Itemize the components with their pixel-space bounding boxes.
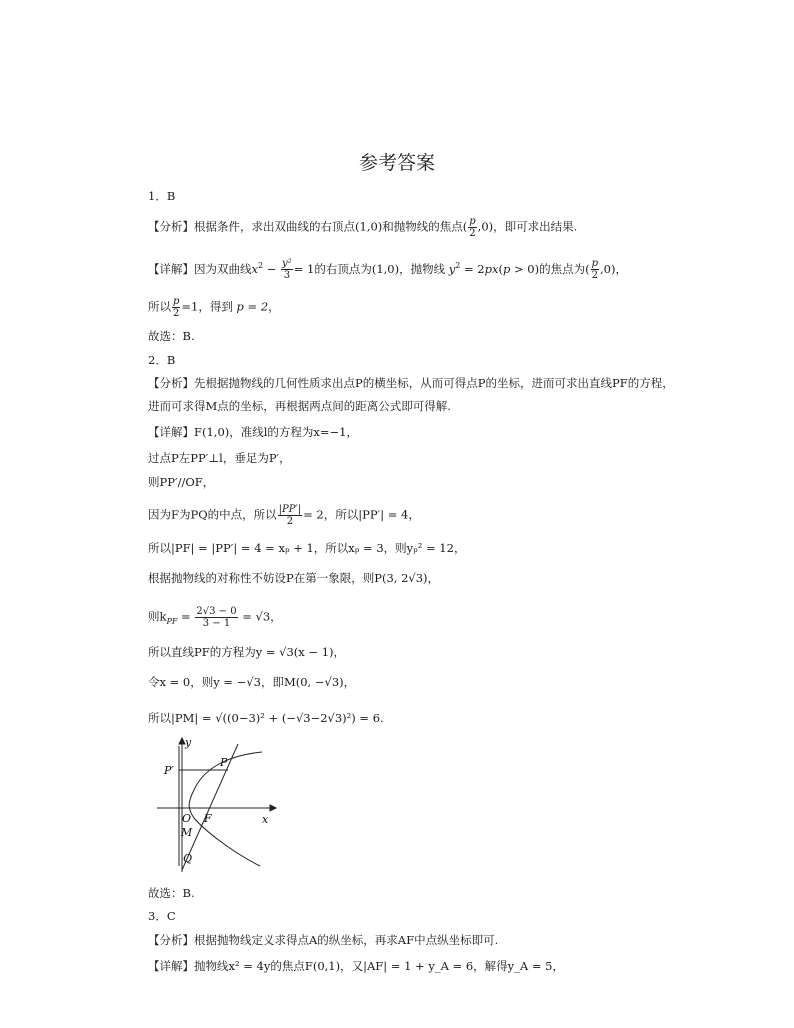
q3-analysis-text: 根据抛物线定义求得点A的纵坐标，再求AF中点纵坐标即可.: [194, 933, 499, 947]
q1-analysis: 【分析】根据条件，求出双曲线的右顶点(1,0)和抛物线的焦点( $\frac{p}{2}$ ,0)，即可求出结果.: [148, 216, 578, 239]
q2-slope-fraction: $\frac{2√3 - 0}{3 - 1}$: [196, 606, 237, 629]
q1-analysis-a: 根据条件，求出双曲线的右顶点: [194, 219, 355, 234]
q1-p-over-2: $\frac{p}{2}$: [173, 296, 180, 319]
q2-choice: 故选：B.: [148, 886, 195, 900]
q1-so-a: 所以: [148, 299, 171, 314]
q2-analysis-l1: 先根据抛物线的几何性质求出点P的横坐标，从而可得点P的坐标，进而可求出直线PF的方程，: [194, 376, 674, 390]
q1-detail-c: 的焦点为: [539, 261, 586, 276]
label-o: O: [182, 812, 192, 825]
q1-hyperbola-fraction: $\frac{\text{y²}}{3}$: [282, 258, 292, 282]
page-title: 参考答案: [358, 152, 435, 174]
x-axis-arrow: [270, 805, 276, 811]
q1-vertex: (1,0): [355, 219, 383, 234]
q1-so-b: =1，得到: [181, 299, 233, 314]
label-m: M: [181, 826, 193, 839]
q2-analysis: [148, 375, 674, 391]
q2-line-5: 所以|PF| = |PP′| = 4 = xₚ + 1，所以xₚ = 3，则yₚ² = 12，: [148, 541, 466, 555]
q2-analysis-l2: 进而可求得M点的坐标，再根据两点间的距离公式即可得解.: [148, 399, 451, 413]
q2-line-9: 令x = 0，则y = −√3，即M(0, −√3)，: [148, 675, 356, 689]
parabola-curve: [189, 752, 262, 866]
q2-l7sub: PF: [166, 616, 178, 626]
q2-l7eq: =: [177, 609, 195, 624]
label-q: Q: [183, 852, 193, 865]
label-pprime: P′: [164, 764, 174, 777]
q2-detail-tag: 【详解】: [148, 425, 194, 439]
q2-line-10: 所以|PM| = √((0−3)² + (−√3−2√3)²) = 6.: [148, 711, 384, 725]
q3-answer: 3．C: [148, 909, 176, 923]
label-x: x: [262, 813, 269, 826]
label-p: P: [220, 756, 228, 769]
q2-line-8: 所以直线PF的方程为y = √3(x − 1)，: [148, 645, 346, 659]
q1-p-value: p = 2: [236, 299, 269, 314]
q2-l4a: 因为F为PQ的中点，所以: [148, 507, 277, 522]
q2-line-6: 根据抛物线的对称性不妨设P在第一象限，则P(3, 2√3)，: [148, 571, 440, 585]
q1-detail-d: ,0)，: [600, 261, 627, 276]
q3-analysis: [148, 932, 498, 948]
q2-analysis-tag: 【分析】: [148, 376, 194, 390]
q2-answer: 2．B: [148, 353, 176, 367]
parabola-figure: [152, 734, 282, 874]
q1-analysis-c: ,0)，即可求出结果.: [477, 219, 578, 234]
q1-detail-tag: 【详解】: [148, 261, 194, 276]
q2-pp-fraction: $\frac{|PP'|}{2}$: [278, 504, 302, 527]
q2-line-4: [148, 504, 420, 527]
q2-detail-l1: F(1,0)，准线l的方程为x=−1，: [194, 425, 358, 439]
q1-analysis-tag: 【分析】: [148, 219, 194, 234]
q1-conclusion: [148, 296, 280, 319]
q1-so-d: ，: [268, 299, 280, 314]
q3-detail-text: 抛物线x² = 4y的焦点F(0,1)，又|AF| = 1 + y_A = 6，解得y_A = 5，: [194, 959, 564, 973]
q1-analysis-b: 和抛物线的焦点: [382, 219, 463, 234]
label-f: F: [204, 812, 212, 825]
q3-detail-tag: 【详解】: [148, 959, 194, 973]
q2-line-7: [148, 606, 282, 630]
q3-detail: [148, 958, 564, 974]
label-y: y: [185, 736, 192, 749]
q1-answer: 1．B: [148, 189, 176, 203]
q2-l7a: 则k: [148, 609, 167, 624]
q2-line-2: 过点P左PP′⊥l，垂足为P′，: [148, 451, 291, 465]
q2-l7b: = √3，: [238, 609, 282, 624]
q1-choice: 故选：B.: [148, 329, 195, 343]
q1-focus-fraction: $\frac{p}{2}$: [469, 216, 476, 239]
q2-line-3: 则PP′//OF，: [148, 475, 215, 489]
q2-detail: [148, 424, 358, 440]
q1-detail: 【详解】因为双曲线$x^2$ − $\frac{\text{y²}}{3}$ = 1的右顶点为(1,0)，抛物线 $y^2 = 2px(p > 0)$的焦点为( $\frac{p}{2}$ ,0)，: [148, 258, 627, 282]
q1-detail-b: 的右顶点为(1,0)，抛物线: [314, 261, 446, 276]
q1-detail-a: 因为双曲线: [194, 261, 252, 276]
q2-l4b: = 2，所以|PP′| = 4，: [303, 507, 420, 522]
q3-analysis-tag: 【分析】: [148, 933, 194, 947]
q1-focus-fraction-2: $\frac{p}{2}$: [591, 258, 598, 282]
